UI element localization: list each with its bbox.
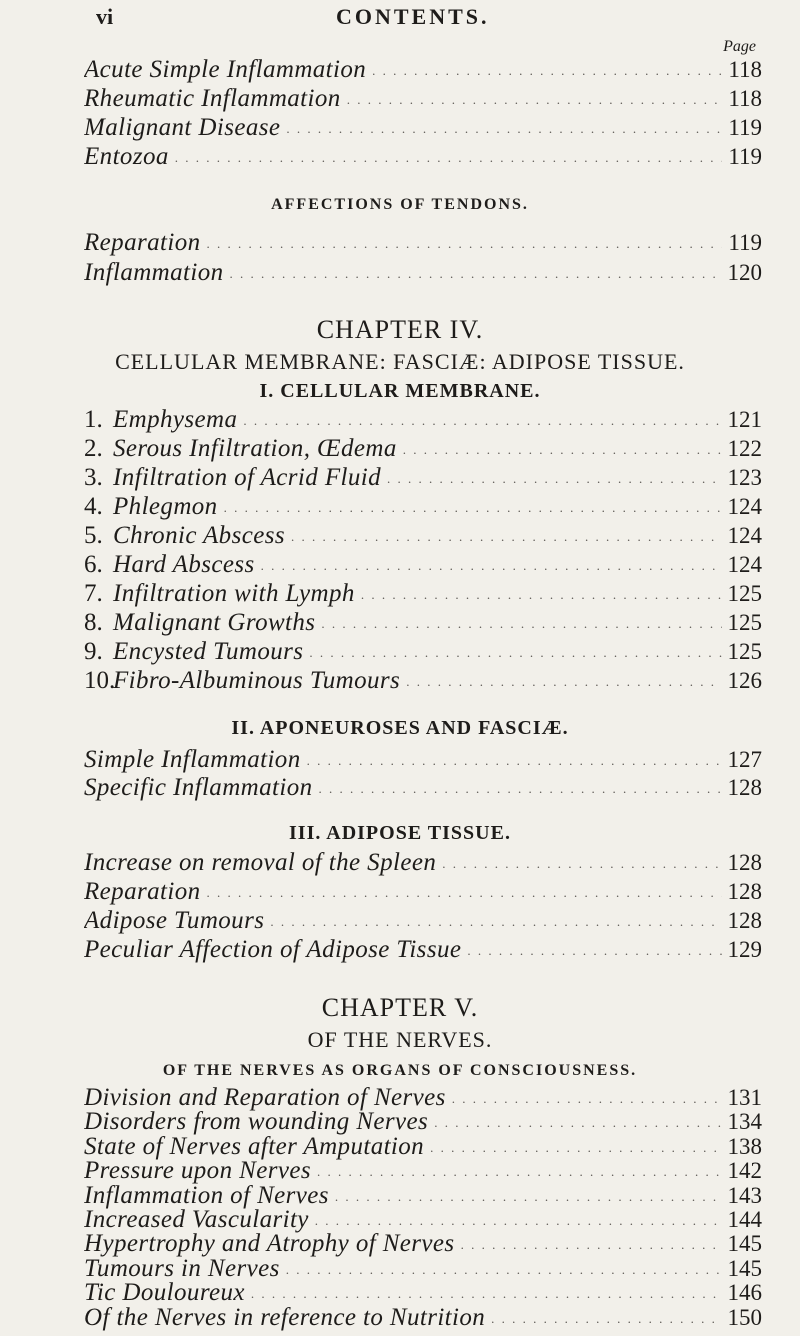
dot-leader xyxy=(291,529,722,545)
entry-title: Specific Inflammation xyxy=(84,774,313,801)
entry-title: Inflammation xyxy=(84,259,224,286)
entry-title: State of Nerves after Amputation xyxy=(84,1132,425,1160)
entry-title: Chronic Abscess xyxy=(113,522,285,549)
entry-page: 131 xyxy=(727,1085,762,1110)
dot-leader xyxy=(207,236,723,252)
running-header xyxy=(96,4,760,38)
entry-page: 129 xyxy=(727,937,762,962)
entry-number: 3. xyxy=(84,464,103,491)
toc-entry xyxy=(84,406,762,438)
entry-title: Malignant Disease xyxy=(84,114,281,141)
section-heading: AFFECTIONS OF TENDONS. xyxy=(271,196,529,213)
entry-title: Pressure upon Nerves xyxy=(84,1157,311,1185)
toc-entry xyxy=(84,638,762,670)
toc-entry xyxy=(84,774,762,806)
entry-page: 125 xyxy=(727,610,762,635)
entry-number: 4. xyxy=(84,493,103,520)
toc-entry xyxy=(84,143,762,175)
dot-leader xyxy=(317,1164,722,1180)
entry-title: Reparation xyxy=(84,878,201,905)
toc-entry xyxy=(84,1304,762,1336)
entry-title: Simple Inflammation xyxy=(84,746,301,773)
dot-leader xyxy=(406,674,721,690)
entry-title: Hypertrophy and Atrophy of Nerves xyxy=(84,1230,455,1258)
entry-page: 150 xyxy=(727,1304,762,1330)
dot-leader xyxy=(230,266,722,282)
entry-page: 128 xyxy=(727,850,762,875)
dot-leader xyxy=(286,1262,722,1278)
toc-entry xyxy=(84,551,762,583)
section-heading: II. APONEUROSES AND FASCIÆ. xyxy=(231,717,569,739)
dot-leader xyxy=(361,587,722,603)
dot-leader xyxy=(347,92,723,108)
toc-entry xyxy=(84,85,762,117)
entry-page: 145 xyxy=(727,1255,762,1281)
page-column-label: Page xyxy=(723,38,756,55)
entry-page: 125 xyxy=(727,581,762,606)
toc-entry xyxy=(84,229,762,261)
entry-title: Acute Simple Inflammation xyxy=(84,56,367,83)
entry-page: 118 xyxy=(728,57,762,82)
entry-title: Fibro-Albuminous Tumours xyxy=(113,667,401,694)
chapter-subtitle: OF THE NERVES. xyxy=(307,1027,493,1052)
toc-entry xyxy=(84,56,762,88)
entry-title: Of the Nerves in reference to Nutrition xyxy=(84,1303,486,1331)
entry-title: Serous Infiltration, Œdema xyxy=(113,435,397,462)
dot-leader xyxy=(403,442,722,458)
dot-leader xyxy=(251,1286,722,1302)
entry-page: 118 xyxy=(728,86,762,111)
dot-leader xyxy=(491,1311,721,1327)
dot-leader xyxy=(207,885,722,901)
toc-entry xyxy=(84,114,762,146)
entry-title: Infiltration with Lymph xyxy=(113,580,355,607)
entry-page: 123 xyxy=(727,465,762,490)
dot-leader xyxy=(452,1091,722,1107)
dot-leader xyxy=(315,1213,722,1229)
chapter-subtitle: CELLULAR MEMBRANE: FASCIÆ: ADIPOSE TISSUE. xyxy=(115,349,685,374)
entry-number: 9. xyxy=(84,638,103,665)
entry-page: 119 xyxy=(728,230,762,255)
entry-title: Inflammation of Nerves xyxy=(84,1181,329,1209)
toc-entry xyxy=(84,259,762,291)
section-heading: III. ADIPOSE TISSUE. xyxy=(289,822,511,844)
entry-page: 125 xyxy=(727,639,762,664)
entry-number: 6. xyxy=(84,551,103,578)
dot-leader xyxy=(243,413,721,429)
dot-leader xyxy=(261,558,722,574)
toc-entry xyxy=(84,907,762,939)
toc-entry xyxy=(84,435,762,467)
dot-leader xyxy=(224,500,722,516)
entry-title: Rheumatic Inflammation xyxy=(84,85,341,112)
entry-page: 119 xyxy=(728,144,762,169)
entry-page: 138 xyxy=(727,1133,762,1159)
dot-leader xyxy=(307,753,722,769)
entry-page: 126 xyxy=(727,668,762,693)
entry-page: 145 xyxy=(727,1231,762,1257)
chapter-title: CHAPTER IV. xyxy=(316,315,484,344)
entry-title: Division and Reparation of Nerves xyxy=(84,1084,446,1111)
dot-leader xyxy=(442,856,721,872)
section-heading: I. CELLULAR MEMBRANE. xyxy=(259,380,541,402)
entry-title: Hard Abscess xyxy=(113,551,255,578)
entry-page: 127 xyxy=(727,747,762,772)
dot-leader xyxy=(467,943,721,959)
entry-page: 121 xyxy=(727,407,762,432)
toc-entry xyxy=(84,878,762,910)
section-heading: OF THE NERVES AS ORGANS OF CONSCIOUSNESS. xyxy=(162,1062,638,1079)
entry-number: 5. xyxy=(84,522,103,549)
entry-page: 120 xyxy=(727,260,762,285)
entry-page: 128 xyxy=(727,908,762,933)
toc-entry xyxy=(84,936,762,968)
toc-entry xyxy=(84,609,762,641)
entry-title: Entozoa xyxy=(84,143,169,170)
entry-page: 146 xyxy=(727,1280,762,1306)
entry-number: 1. xyxy=(84,406,103,433)
entry-number: 10. xyxy=(84,667,116,694)
entry-page: 142 xyxy=(727,1158,762,1184)
toc-entry xyxy=(84,580,762,612)
entry-page: 124 xyxy=(727,494,762,519)
entry-title: Disorders from wounding Nerves xyxy=(84,1108,429,1136)
entry-number: 7. xyxy=(84,580,103,607)
entry-page: 134 xyxy=(727,1109,762,1135)
dot-leader xyxy=(335,1189,722,1205)
toc-entry xyxy=(84,493,762,525)
entry-title: Adipose Tumours xyxy=(84,907,265,934)
dot-leader xyxy=(461,1237,722,1253)
dot-leader xyxy=(321,616,721,632)
entry-page: 128 xyxy=(727,775,762,800)
entry-title: Increased Vascularity xyxy=(84,1206,309,1233)
toc-entry xyxy=(84,522,762,554)
entry-title: Tumours in Nerves xyxy=(84,1254,280,1282)
entry-title: Infiltration of Acrid Fluid xyxy=(113,464,381,491)
entry-page: 122 xyxy=(727,436,762,461)
running-title: CONTENTS. xyxy=(336,4,490,29)
entry-page: 119 xyxy=(728,115,762,140)
dot-leader xyxy=(387,471,722,487)
toc-entry xyxy=(84,667,762,699)
dot-leader xyxy=(175,150,723,166)
dot-leader xyxy=(286,121,722,137)
dot-leader xyxy=(372,63,722,79)
entry-title: Encysted Tumours xyxy=(113,638,304,665)
entry-page: 124 xyxy=(727,552,762,577)
dot-leader xyxy=(309,645,721,661)
toc-entry xyxy=(84,849,762,881)
entry-title: Malignant Growths xyxy=(113,609,316,636)
entry-title: Emphysema xyxy=(113,406,238,433)
entry-page: 128 xyxy=(727,879,762,904)
entry-page: 143 xyxy=(727,1182,762,1208)
entry-title: Increase on removal of the Spleen xyxy=(84,849,437,876)
entry-title: Reparation xyxy=(84,229,201,256)
entry-page: 124 xyxy=(727,523,762,548)
dot-leader xyxy=(434,1115,721,1131)
dot-leader xyxy=(270,914,721,930)
entry-number: 2. xyxy=(84,435,103,462)
entry-title: Tic Douloureux xyxy=(84,1279,245,1307)
entry-number: 8. xyxy=(84,609,103,636)
dot-leader xyxy=(430,1140,721,1156)
entry-title: Phlegmon xyxy=(113,493,218,520)
dot-leader xyxy=(319,781,722,797)
entry-page: 144 xyxy=(727,1207,762,1232)
entry-title: Peculiar Affection of Adipose Tissue xyxy=(84,936,462,963)
toc-entry xyxy=(84,464,762,496)
chapter-title: CHAPTER V. xyxy=(321,993,479,1022)
page-number: vi xyxy=(96,4,114,29)
